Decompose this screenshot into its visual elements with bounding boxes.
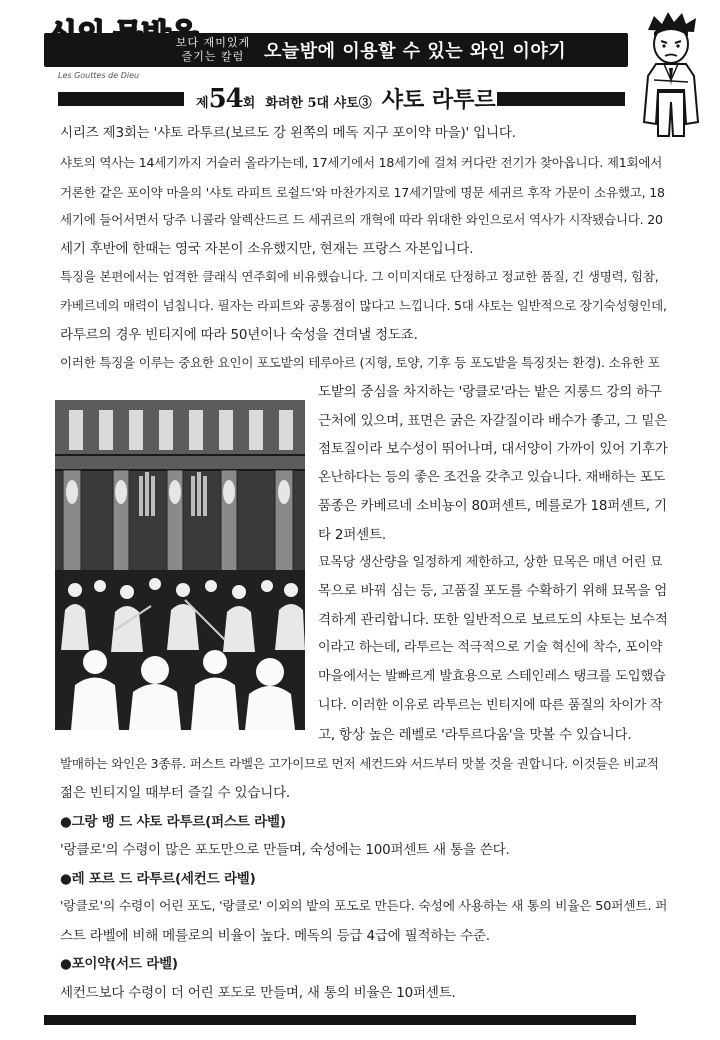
episode-heading [196,83,496,114]
wine-label-text: '랑클로'의 수령이 많은 포도만으로 만들며, 숙성에는 100퍼센트 새 통을 쓴다. [60,842,510,858]
article-title: 샤토 라투르 [381,88,496,113]
side-paragraph-line: 점토질이라 보수성이 뛰어나며, 대서양이 가까이 있어 기후가 [318,441,668,457]
side-paragraph-line: 목으로 바꿔 심는 등, 고품질 포도를 수확하기 위해 묘목을 엄 [318,583,668,599]
episode-number: 54 [208,84,243,114]
episode-suffix: 회 [242,96,256,111]
logo-subtitle: Les Gouttes de Dieu [58,71,140,80]
wine-label-heading: ●레 포르 드 라투르(세컨드 라벨) [60,871,256,887]
paragraph-line: 이러한 특징을 이루는 중요한 요인이 포도밭의 테루아르 (지형, 토양, 기후 등 포도밭을 특징짓는 환경). 소유한 포 [60,355,660,370]
side-paragraph-line: 니다. 이러한 이유로 라투르는 빈티지에 따른 품질의 차이가 작 [318,698,663,713]
concert-hall-photo [55,400,305,730]
paragraph-line: 젊은 빈티지일 때부터 즐길 수 있습니다. [60,785,291,801]
logo: 신의 물방울 [48,18,198,53]
decorative-bar-right [497,92,625,106]
side-paragraph-line: 근처에 있으며, 표면은 굵은 자갈질이라 배수가 좋고, 그 밑은 [318,413,668,429]
paragraph-line: 발매하는 와인은 3종류. 퍼스트 라벨은 고가이므로 먼저 세컨드와 서드부터 맛볼 것을 권합니다. 이것들은 비교적 [60,756,659,771]
paragraph-line: 세기에 들어서면서 당주 니콜라 알렉산드르 드 세귀르의 개혁에 따라 위대한 와인으로서 역사가 시작됐습니다. 20 [60,212,663,227]
side-paragraph-line: 온난하다는 등의 좋은 조건을 갖추고 있습니다. 재배하는 포도 [318,470,666,485]
decorative-bar-left [58,92,184,106]
episode-subtitle: 화려한 5대 샤토③ [265,96,372,111]
side-paragraph-line: 마을에서는 발빠르게 발효용으로 스테인레스 탱크를 도입했습 [318,669,666,684]
side-paragraph-line: 묘목당 생산량을 일정하게 제한하고, 상한 묘목은 매년 어린 묘 [318,555,663,570]
wine-label-text: '랑클로'의 수령이 어린 포도, '랑클로' 이외의 밭의 포도로 만든다. 숙성에 사용하는 새 통의 비율은 50퍼센트. 퍼 [60,899,668,914]
wine-label-text: 스트 라벨에 비해 메를로의 비율이 높다. 메독의 등급 4급에 필적하는 수준. [60,928,490,944]
paragraph-line: 세기 후반에 한때는 영국 자본이 소유했지만, 현재는 프랑스 자본입니다. [60,241,474,257]
paragraph-line: 특징을 본편에서는 엄격한 클래식 연주회에 비유했습니다. 그 이미지대로 단정하고 정교한 품질, 긴 생명력, 힘참, [60,269,659,284]
side-paragraph-line: 이라고 하는데, 라투르는 적극적으로 기술 혁신에 착수, 포이약 [318,640,663,655]
paragraph-line: 샤토의 역사는 14세기까지 거슬러 올라가는데, 17세기에서 18세기에 걸쳐 커다란 전기가 찾아옵니다. 제1회에서 [60,155,663,170]
paragraph-line: 시리즈 제3회는 '샤토 라투르(보르도 강 왼쪽의 메독 지구 포이약 마을)' 입니다. [60,125,516,141]
kicker-line-1: 보다 재미있게 [175,36,251,49]
wine-label-heading: ●그랑 뱅 드 샤토 라투르(퍼스트 라벨) [60,814,286,830]
paragraph-line: 라투르의 경우 빈티지에 따라 50년이나 숙성을 견뎌낼 정도죠. [60,327,418,343]
paragraph-line: 거론한 같은 포이약 마을의 '샤토 라피트 로쉴드'와 마찬가지로 17세기말에 명문 세귀르 후작 가문이 소유했고, 18 [60,185,665,200]
side-paragraph-line: 품종은 카베르네 소비뇽이 80퍼센트, 메를로가 18퍼센트, 기 [318,498,667,514]
kicker-line-2: 즐기는 칼럼 [181,50,245,63]
episode-prefix: 제 [196,96,209,111]
side-paragraph-line: 고, 항상 높은 레벨로 '라투르다움'을 맛볼 수 있습니다. [318,727,632,743]
side-paragraph-line: 격하게 관리합니다. 또한 일반적으로 보르도의 샤토는 보수적 [318,612,668,628]
wine-label-heading: ●포이약(서드 라벨) [60,956,178,972]
paragraph-line: 카베르네의 매력이 넘칩니다. 필자는 라피트와 공통점이 많다고 느낍니다. 5대 샤토는 일반적으로 장기숙성형인데, [60,298,667,313]
side-paragraph-line: 타 2퍼센트. [318,527,386,543]
column-title: 오늘밤에 이용할 수 있는 와인 이야기 [264,41,567,62]
mascot-illustration [634,10,708,142]
side-paragraph-line: 도밭의 중심을 차지하는 '랑클로'라는 밭은 지롱드 강의 하구 [318,384,662,400]
wine-label-text: 세컨드보다 수령이 더 어린 포도로 만들며, 새 통의 비율은 10퍼센트. [60,985,456,1001]
column-kicker [168,36,258,64]
footer-bar [44,1015,636,1025]
